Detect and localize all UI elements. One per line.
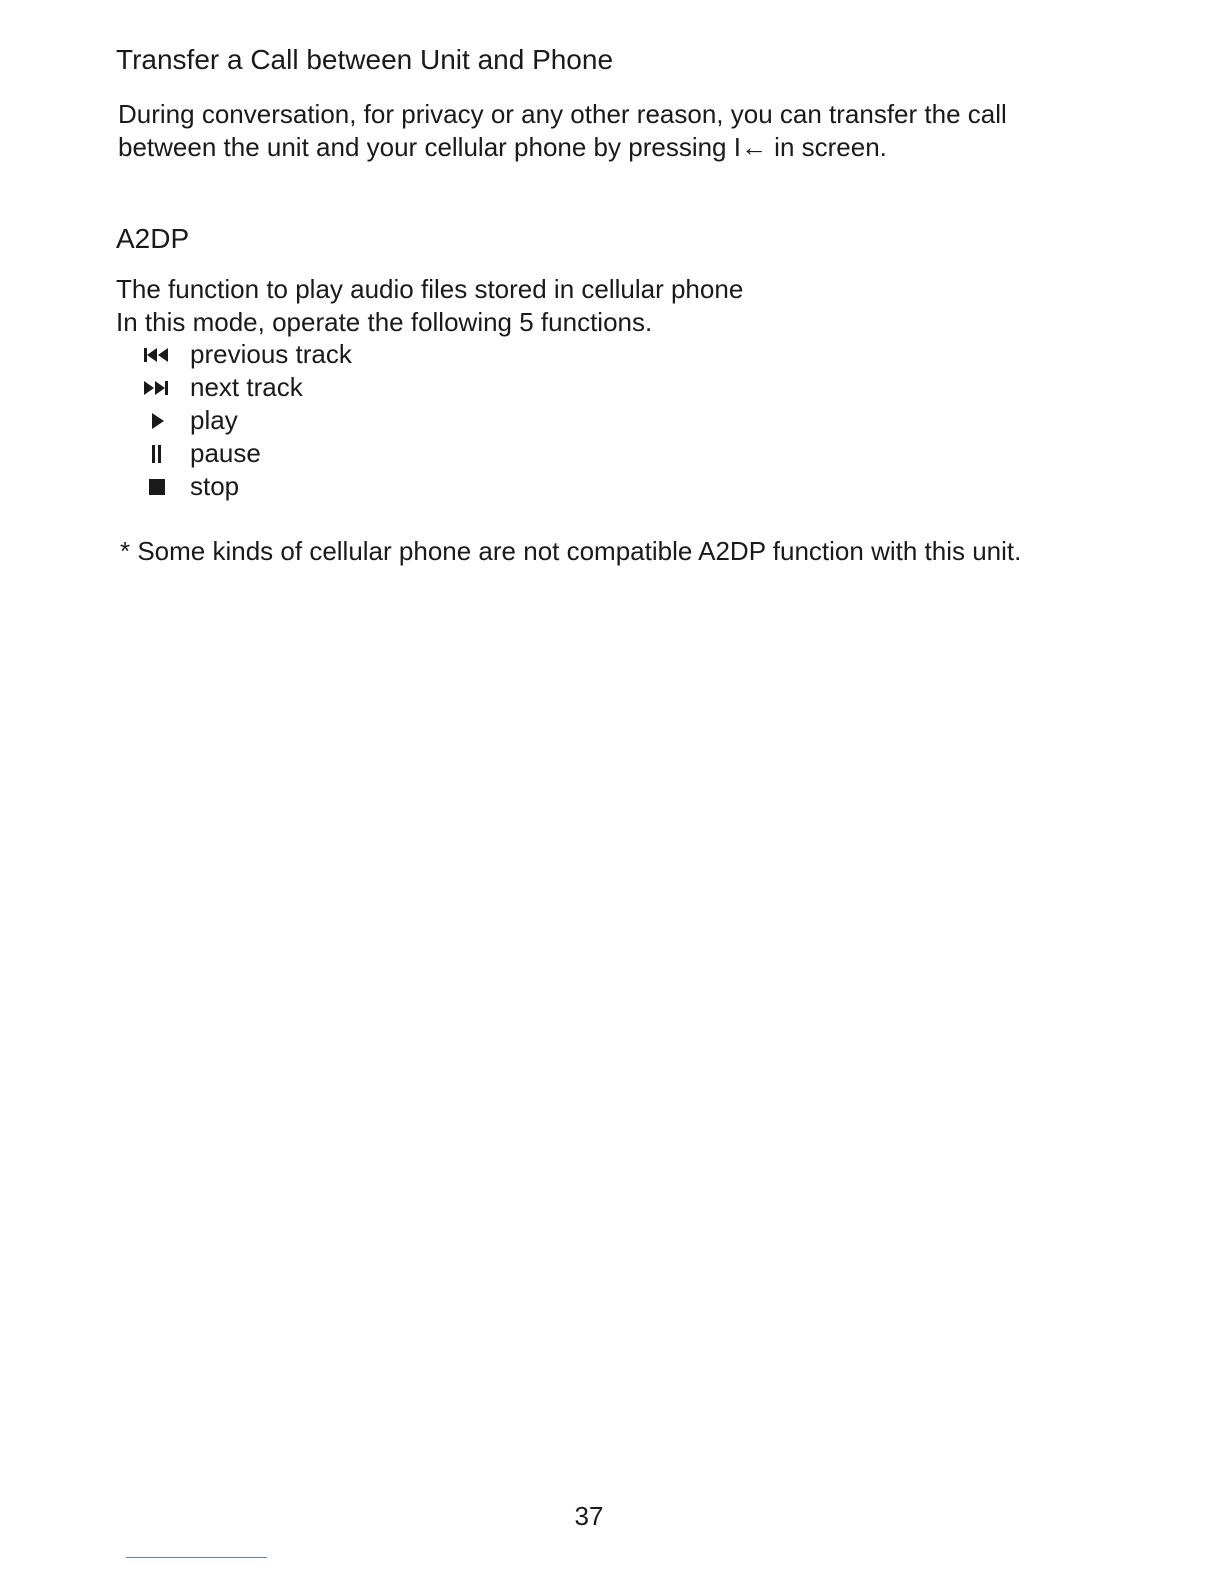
section-title-a2dp: A2DP — [116, 223, 190, 254]
control-item-stop — [140, 470, 352, 503]
control-label: stop — [190, 471, 240, 501]
control-item-play — [140, 404, 352, 437]
section-title-transfer-call: Transfer a Call between Unit and Phone — [116, 44, 614, 75]
a2dp-line-1: The function to play audio files stored in cellular phone — [116, 274, 744, 304]
pause-icon — [140, 437, 190, 470]
transfer-call-line-1: During conversation, for privacy or any other reason, you can transfer the call — [118, 99, 1007, 129]
transfer-call-description — [118, 98, 1007, 164]
a2dp-line-2: In this mode, operate the following 5 functions. — [116, 307, 653, 337]
previous-track-icon — [140, 338, 190, 371]
next-track-icon — [140, 371, 190, 404]
control-item-previous-track — [140, 338, 352, 371]
stop-icon — [140, 470, 190, 503]
a2dp-controls-list — [140, 338, 352, 503]
control-label: play — [190, 405, 238, 435]
compatibility-note: * Some kinds of cellular phone are not compatible A2DP function with this unit. — [120, 536, 1022, 566]
control-label: previous track — [190, 339, 352, 369]
control-label: next track — [190, 372, 303, 402]
control-item-next-track — [140, 371, 352, 404]
play-icon — [140, 404, 190, 437]
transfer-call-line-2: between the unit and your cellular phone by pressing I← in screen. — [118, 132, 887, 162]
page-number: 37 — [574, 1501, 604, 1531]
footer-rule — [126, 1557, 267, 1558]
a2dp-description — [116, 273, 743, 339]
control-item-pause — [140, 437, 352, 470]
control-label: pause — [190, 438, 261, 468]
